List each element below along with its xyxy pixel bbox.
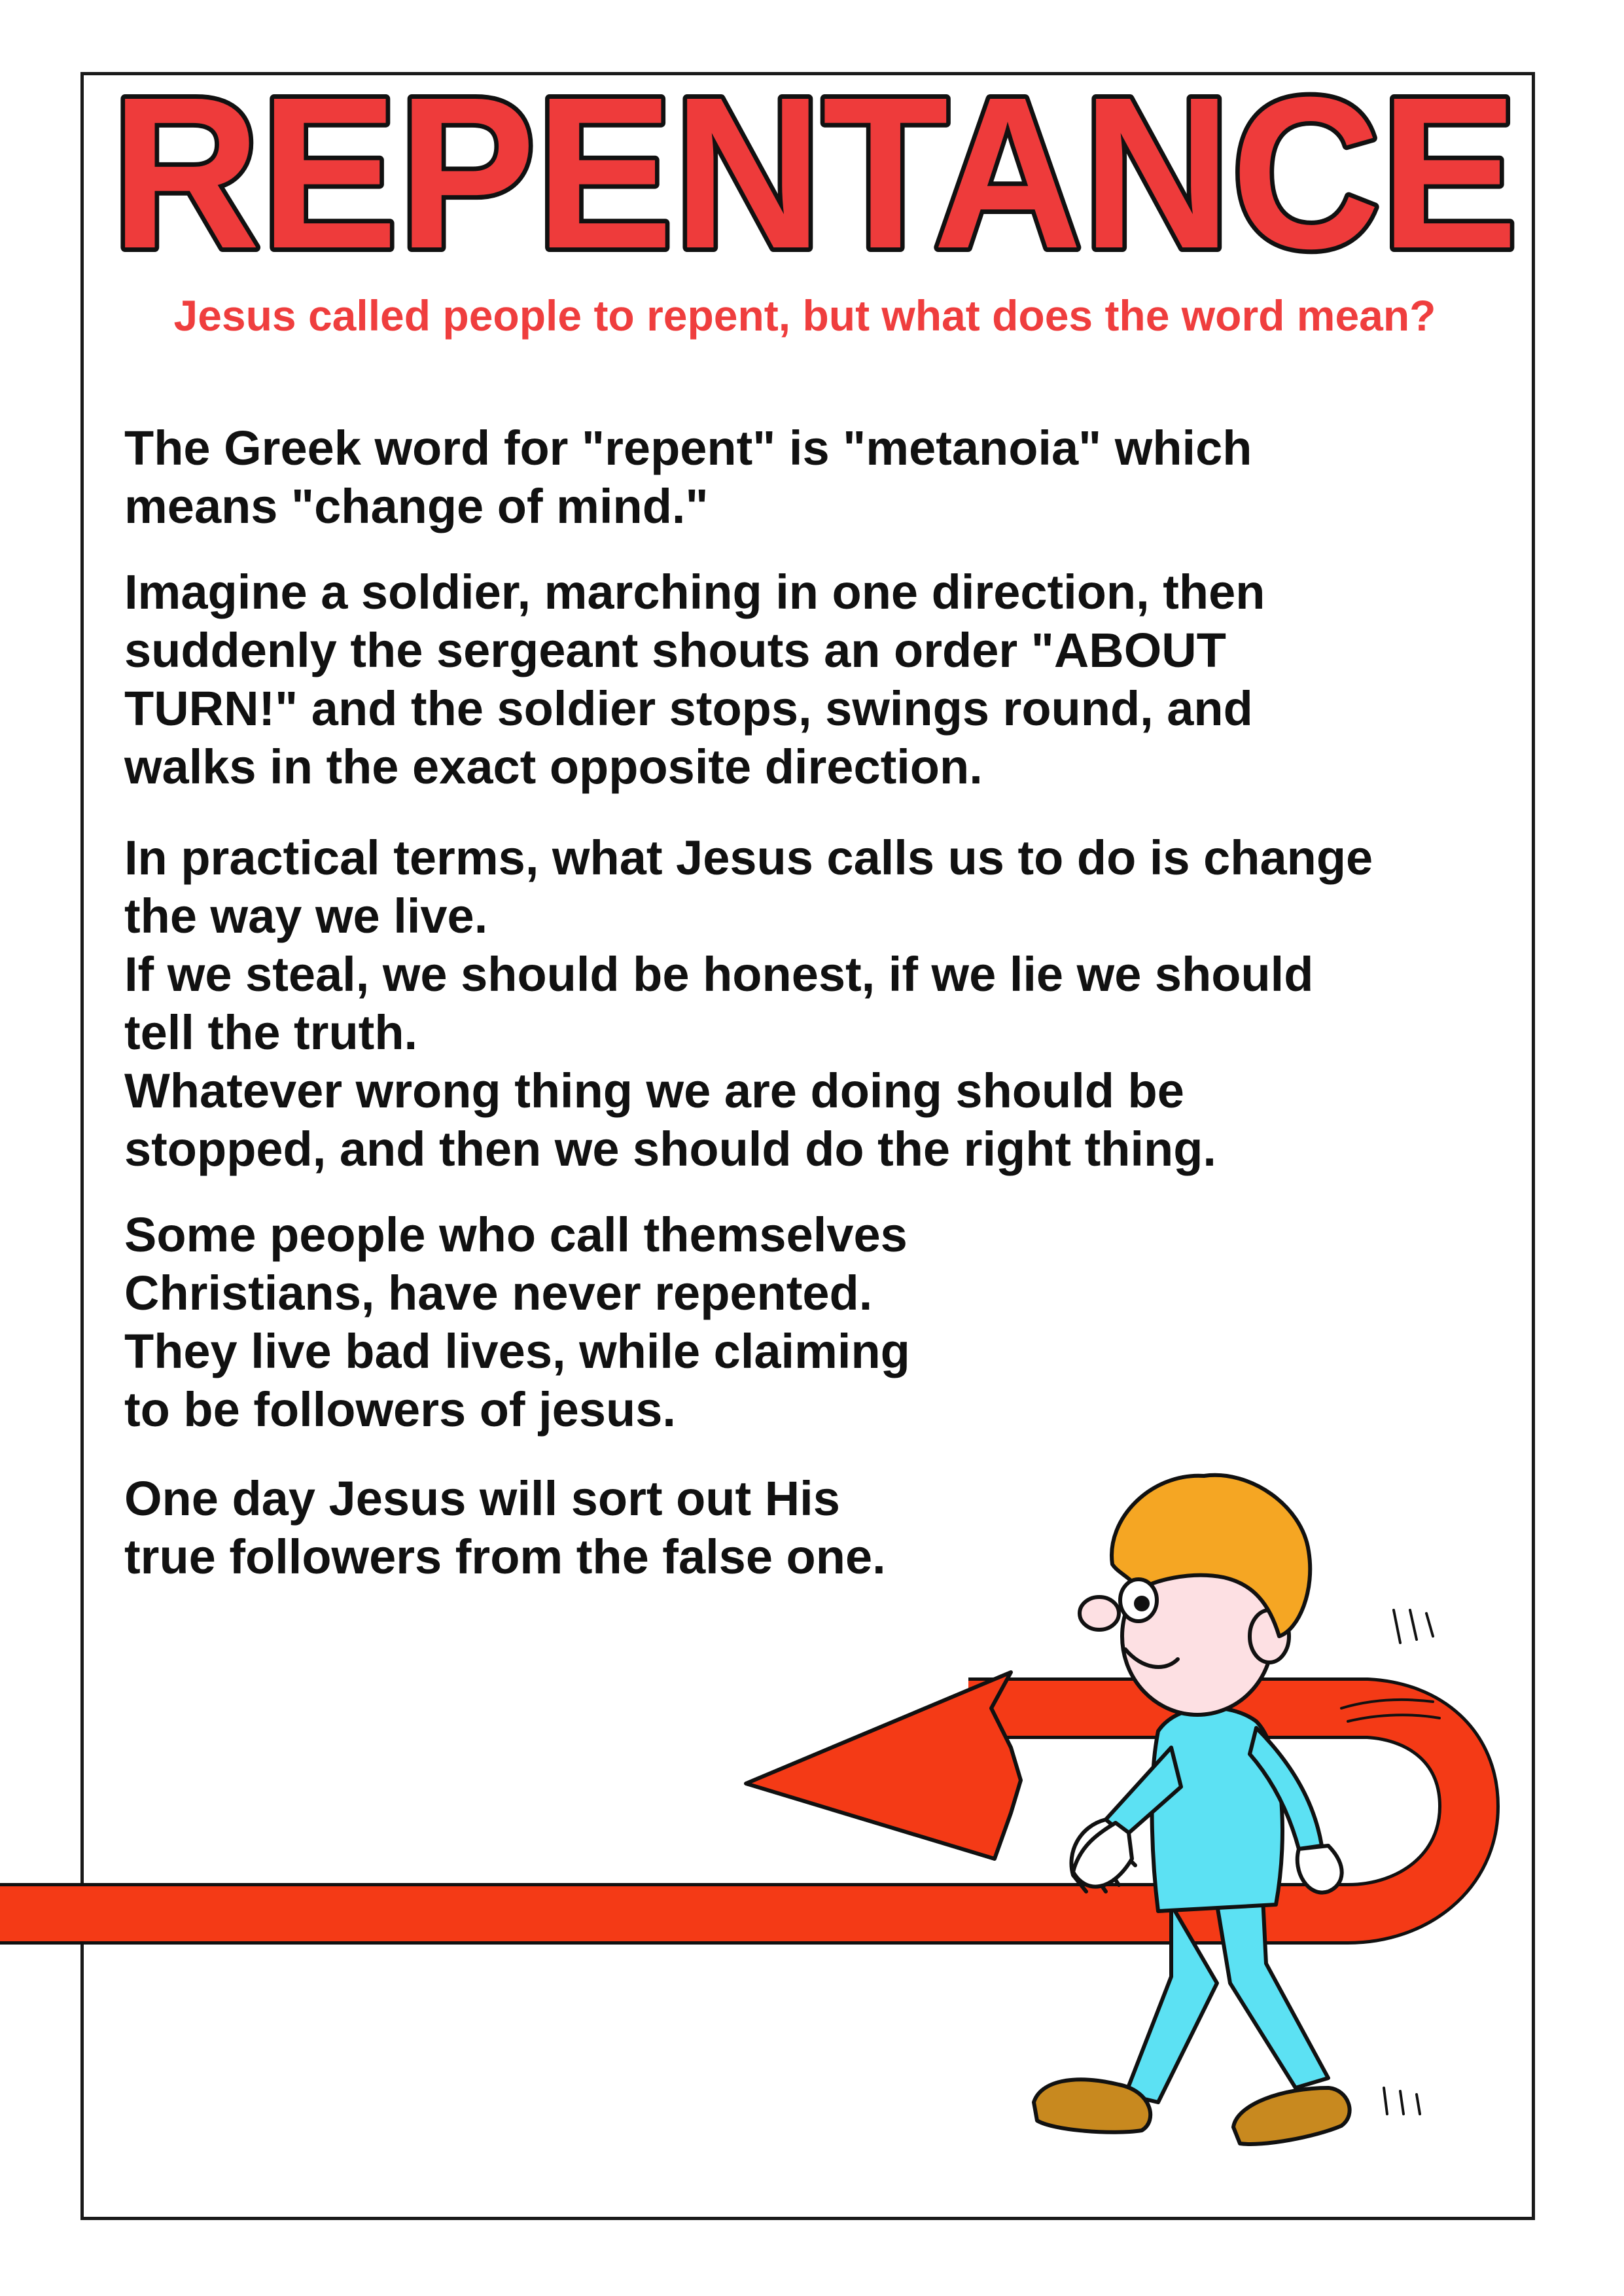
paragraph-christians: Some people who call themselves Christians, have never repented. They live bad lives, while claiming to be followers of jesus. — [124, 1208, 910, 1437]
title-text: REPENTANCE — [111, 52, 1518, 293]
paragraph-metanoia: The Greek word for "repent" is "metanoia" which means "change of mind." — [124, 421, 1252, 533]
walking-boy-icon — [1034, 1475, 1439, 2144]
subtitle: Jesus called people to repent, but what does the word mean? — [173, 291, 1436, 340]
paragraph-judgement: One day Jesus will sort out His true followers from the false one. — [124, 1471, 886, 1584]
page-title — [98, 39, 1531, 295]
paragraph-soldier: Imagine a soldier, marching in one direction, then suddenly the sergeant shouts an order "ABOUT TURN!" and the soldier stops, swings round, and walks in the exact opposite direction. — [124, 565, 1265, 794]
illustration — [0, 1440, 1624, 2225]
paragraph-practical: In practical terms, what Jesus calls us to do is change the way we live. If we steal, we should be honest, if we lie we should tell the truth. Whatever wrong thing we are doing should be stopped, and then we should do the right thing. — [124, 831, 1373, 1176]
title-graphic — [98, 39, 1531, 295]
